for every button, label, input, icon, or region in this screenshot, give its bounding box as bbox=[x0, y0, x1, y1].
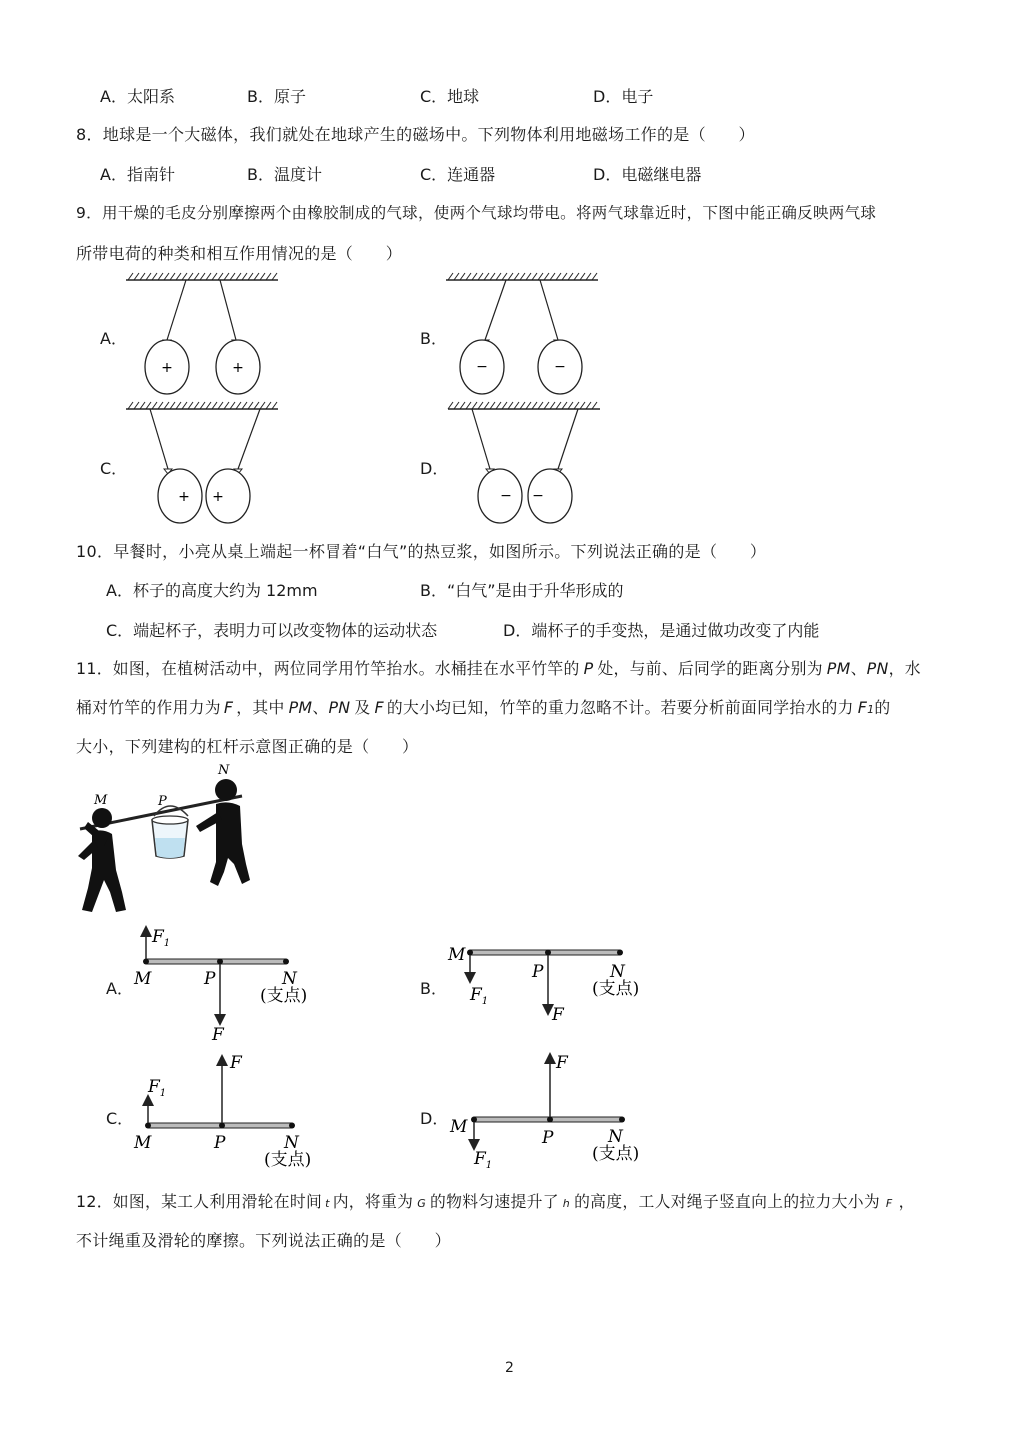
label-n: N bbox=[610, 962, 625, 982]
label-p: P bbox=[204, 969, 216, 989]
hatch-mark bbox=[520, 402, 525, 409]
q9-label-b: B． bbox=[420, 329, 447, 348]
q11-text: 11．如图，在植树活动中，两位同学用竹竿抬水。水桶挂在水平竹竿的 bbox=[76, 659, 580, 678]
q10-option-a: A．杯子的高度大约为 12mm bbox=[106, 581, 318, 600]
q11-lever-c bbox=[130, 1050, 330, 1175]
hatch-mark bbox=[164, 273, 169, 280]
page-number: 2 bbox=[505, 1360, 514, 1376]
point-n bbox=[283, 959, 289, 965]
q11-symbol-pm: PM bbox=[826, 659, 851, 678]
point-n bbox=[617, 950, 623, 956]
charge-sign: + bbox=[232, 360, 244, 376]
q11-stem-line2 bbox=[76, 695, 891, 718]
label-m: M bbox=[94, 793, 108, 808]
hatch-mark bbox=[514, 273, 519, 280]
hatch-mark bbox=[532, 273, 537, 280]
q12-text: 的物料匀速提升了 bbox=[430, 1192, 559, 1211]
hatch-mark bbox=[248, 273, 253, 280]
string-right bbox=[540, 280, 558, 340]
ceiling-hatch bbox=[446, 273, 598, 280]
q11-label-a: A． bbox=[106, 979, 133, 998]
q10-stem: 10．早餐时，小亮从桌上端起一杯冒着“白气”的热豆浆，如图所示。下列说法正确的是（ ） bbox=[76, 542, 767, 561]
hatch-mark bbox=[592, 402, 597, 409]
q9-diagram-c bbox=[120, 397, 290, 527]
hatch-mark bbox=[260, 273, 265, 280]
hatch-mark bbox=[140, 402, 145, 409]
q12-text: 内，将重为 bbox=[332, 1192, 414, 1211]
q11-stem-line1 bbox=[76, 656, 921, 679]
charge-sign: + bbox=[161, 360, 173, 376]
q9-stem-line2: 所带电荷的种类和相互作用情况的是（ ） bbox=[76, 244, 403, 263]
label-m: M bbox=[134, 1133, 152, 1153]
q12-symbol-t: t bbox=[325, 1197, 330, 1210]
hatch-mark bbox=[448, 273, 453, 280]
q11-symbol-pm: PM bbox=[288, 698, 313, 717]
q7-option-b: B．原子 bbox=[247, 87, 306, 106]
hatch-mark bbox=[230, 402, 235, 409]
hatch-mark bbox=[502, 273, 507, 280]
hatch-mark bbox=[544, 273, 549, 280]
q10-option-b: B．“白气”是由于升华形成的 bbox=[420, 581, 624, 600]
q12-stem-line2: 不计绳重及滑轮的摩擦。下列说法正确的是（ ） bbox=[76, 1231, 451, 1250]
q9-diagram-a bbox=[120, 268, 290, 398]
hatch-mark bbox=[224, 273, 229, 280]
label-f1: $F_1$ bbox=[474, 1149, 493, 1171]
hatch-mark bbox=[454, 273, 459, 280]
hatch-mark bbox=[562, 402, 567, 409]
label-m: M bbox=[134, 969, 152, 989]
hatch-mark bbox=[472, 273, 477, 280]
hatch-mark bbox=[478, 402, 483, 409]
ceiling-hatch bbox=[448, 402, 600, 409]
q11-symbol-f1: F bbox=[857, 698, 868, 717]
label-n: N bbox=[282, 969, 297, 989]
q8-stem: 8．地球是一个大磁体，我们就处在地球产生的磁场中。下列物体利用地磁场工作的是（ ） bbox=[76, 125, 755, 144]
hatch-mark bbox=[544, 402, 549, 409]
hatch-mark bbox=[254, 402, 259, 409]
hatch-mark bbox=[146, 273, 151, 280]
charge-sign: + bbox=[212, 489, 224, 505]
hatch-mark bbox=[218, 273, 223, 280]
label-f1: $F_1$ bbox=[152, 927, 171, 949]
charge-sign: − bbox=[554, 359, 566, 375]
charge-sign: − bbox=[500, 488, 512, 504]
q9-diagram-b bbox=[440, 268, 610, 398]
hatch-mark bbox=[556, 402, 561, 409]
label-f: F bbox=[212, 1025, 224, 1045]
q11-symbol-pn: PN bbox=[866, 659, 889, 678]
hatch-mark bbox=[272, 273, 277, 280]
hatch-mark bbox=[272, 402, 277, 409]
q12-symbol-h: h bbox=[562, 1197, 571, 1210]
q12-text: 12．如图，某工人利用滑轮在时间 bbox=[76, 1192, 323, 1211]
person-n bbox=[196, 779, 250, 886]
hatch-mark bbox=[448, 402, 453, 409]
q11-label-c: C． bbox=[106, 1109, 134, 1128]
hatch-mark bbox=[158, 273, 163, 280]
label-m: M bbox=[450, 1117, 468, 1137]
point-p bbox=[219, 1123, 225, 1129]
q8-option-a: A．指南针 bbox=[100, 165, 175, 184]
q11-text: 、 bbox=[312, 698, 329, 717]
hatch-mark bbox=[260, 402, 265, 409]
hatch-mark bbox=[526, 273, 531, 280]
hatch-mark bbox=[490, 273, 495, 280]
string-left bbox=[485, 280, 506, 340]
hatch-mark bbox=[466, 402, 471, 409]
point-m bbox=[143, 959, 149, 965]
q11-text: ，其中 bbox=[236, 698, 285, 717]
hatch-mark bbox=[200, 273, 205, 280]
hatch-mark bbox=[568, 402, 573, 409]
label-n: N bbox=[218, 763, 230, 778]
hatch-mark bbox=[550, 273, 555, 280]
hatch-mark bbox=[158, 402, 163, 409]
q11-lever-d bbox=[446, 1050, 656, 1175]
string-left bbox=[167, 280, 186, 340]
hatch-mark bbox=[236, 402, 241, 409]
q11-label-d: D． bbox=[420, 1109, 449, 1128]
hatch-mark bbox=[586, 273, 591, 280]
q9-diagram-d bbox=[440, 397, 610, 527]
label-pivot: (支点) bbox=[264, 1150, 312, 1170]
q12-text: ， bbox=[898, 1192, 915, 1211]
hatch-mark bbox=[134, 402, 139, 409]
hatch-mark bbox=[152, 273, 157, 280]
hatch-mark bbox=[164, 402, 169, 409]
point-m bbox=[467, 950, 473, 956]
q11-text: 的大小均已知，竹竿的重力忽略不计。若要分析前面同学抬水的力 bbox=[386, 698, 854, 717]
hatch-mark bbox=[248, 402, 253, 409]
q11-text: 及 bbox=[354, 698, 371, 717]
label-pivot: (支点) bbox=[260, 986, 308, 1006]
hatch-mark bbox=[212, 273, 217, 280]
q9-stem-line1: 9．用干燥的毛皮分别摩擦两个由橡胶制成的气球，使两个气球均带电。将两气球靠近时，下图中能正确反映两气球 bbox=[76, 204, 877, 222]
label-p: P bbox=[214, 1133, 226, 1153]
string-right bbox=[220, 280, 236, 340]
hatch-mark bbox=[224, 402, 229, 409]
q12-stem-line1 bbox=[76, 1189, 915, 1212]
hatch-mark bbox=[478, 273, 483, 280]
hatch-mark bbox=[206, 273, 211, 280]
hatch-mark bbox=[574, 402, 579, 409]
q11-symbol-pn: PN bbox=[328, 698, 351, 717]
hatch-mark bbox=[556, 273, 561, 280]
string-left bbox=[472, 409, 490, 469]
point-p bbox=[217, 959, 223, 965]
label-f: F bbox=[552, 1005, 564, 1025]
hatch-mark bbox=[484, 402, 489, 409]
charge-sign: + bbox=[178, 489, 190, 505]
hatch-mark bbox=[188, 273, 193, 280]
hatch-mark bbox=[472, 402, 477, 409]
hatch-mark bbox=[170, 273, 175, 280]
charge-sign: − bbox=[532, 488, 544, 504]
hatch-mark bbox=[194, 273, 199, 280]
label-m: M bbox=[448, 945, 466, 965]
q11-label-b: B． bbox=[420, 979, 447, 998]
q10-option-c: C．端起杯子，表明力可以改变物体的运动状态 bbox=[106, 621, 438, 640]
hatch-mark bbox=[508, 402, 513, 409]
hatch-mark bbox=[182, 273, 187, 280]
label-p: P bbox=[542, 1128, 554, 1148]
label-n: N bbox=[284, 1133, 299, 1153]
hatch-mark bbox=[562, 273, 567, 280]
hatch-mark bbox=[520, 273, 525, 280]
hatch-mark bbox=[176, 273, 181, 280]
hatch-mark bbox=[592, 273, 597, 280]
hatch-mark bbox=[580, 273, 585, 280]
q11-lever-a bbox=[130, 920, 330, 1050]
hatch-mark bbox=[212, 402, 217, 409]
q11-text: 、 bbox=[850, 659, 867, 678]
point-n bbox=[619, 1117, 625, 1123]
q11-symbol-f: F bbox=[374, 698, 384, 717]
hatch-mark bbox=[586, 402, 591, 409]
hatch-mark bbox=[242, 402, 247, 409]
hatch-mark bbox=[496, 402, 501, 409]
label-pivot: (支点) bbox=[592, 1144, 640, 1164]
hatch-mark bbox=[236, 273, 241, 280]
hatch-mark bbox=[194, 402, 199, 409]
hatch-mark bbox=[538, 273, 543, 280]
hatch-mark bbox=[484, 273, 489, 280]
q12-text: 的高度，工人对绳子竖直向上的拉力大小为 bbox=[574, 1192, 880, 1211]
q8-option-d: D．电磁继电器 bbox=[593, 165, 702, 184]
q10-option-d: D．端杯子的手变热，是通过做功改变了内能 bbox=[503, 621, 820, 640]
charge-sign: − bbox=[476, 359, 488, 375]
q11-illustration bbox=[72, 760, 262, 920]
hatch-mark bbox=[146, 402, 151, 409]
point-p bbox=[545, 950, 551, 956]
lever-bar bbox=[146, 959, 286, 964]
q9-label-a: A． bbox=[100, 329, 127, 348]
hatch-mark bbox=[176, 402, 181, 409]
hatch-mark bbox=[230, 273, 235, 280]
ceiling-hatch bbox=[126, 273, 278, 280]
hatch-mark bbox=[514, 402, 519, 409]
q11-text: ，水 bbox=[888, 659, 921, 678]
hatch-mark bbox=[254, 273, 259, 280]
label-f1: $F_1$ bbox=[470, 985, 489, 1007]
hatch-mark bbox=[532, 402, 537, 409]
hatch-mark bbox=[266, 273, 271, 280]
hatch-mark bbox=[134, 273, 139, 280]
q11-symbol-f: F bbox=[223, 698, 234, 717]
hatch-mark bbox=[466, 273, 471, 280]
q7-option-a: A．太阳系 bbox=[100, 87, 175, 106]
label-pivot: (支点) bbox=[592, 979, 640, 999]
hatch-mark bbox=[266, 402, 271, 409]
label-p: P bbox=[532, 962, 544, 982]
hatch-mark bbox=[182, 402, 187, 409]
label-p: P bbox=[158, 794, 167, 809]
hatch-mark bbox=[490, 402, 495, 409]
q12-symbol-g: G bbox=[417, 1197, 427, 1210]
hatch-mark bbox=[170, 402, 175, 409]
hatch-mark bbox=[200, 402, 205, 409]
q11-lever-b bbox=[446, 920, 656, 1030]
hatch-mark bbox=[526, 402, 531, 409]
q8-option-c: C．连通器 bbox=[420, 165, 496, 184]
ceiling-hatch bbox=[126, 402, 278, 409]
hatch-mark bbox=[454, 402, 459, 409]
hatch-mark bbox=[218, 402, 223, 409]
hatch-mark bbox=[568, 273, 573, 280]
hatch-mark bbox=[502, 402, 507, 409]
hatch-mark bbox=[550, 402, 555, 409]
hatch-mark bbox=[460, 273, 465, 280]
hatch-mark bbox=[128, 273, 133, 280]
label-f: F bbox=[556, 1053, 568, 1073]
q11-subscript: 1 bbox=[867, 703, 875, 716]
q12-symbol-f: F bbox=[885, 1197, 893, 1210]
q7-option-c: C．地球 bbox=[420, 87, 480, 106]
q11-text: 桶对竹竿的作用力为 bbox=[76, 698, 221, 717]
q11-symbol-p: P bbox=[583, 659, 594, 678]
person-m bbox=[78, 808, 126, 912]
label-f: F bbox=[230, 1053, 242, 1073]
hatch-mark bbox=[538, 402, 543, 409]
hatch-mark bbox=[206, 402, 211, 409]
q8-option-b: B．温度计 bbox=[247, 165, 322, 184]
string-left bbox=[150, 409, 168, 469]
q11-stem-line3: 大小，下列建构的杠杆示意图正确的是（ ） bbox=[76, 737, 419, 756]
label-f1: $F_1$ bbox=[148, 1077, 167, 1099]
string-right bbox=[238, 409, 260, 469]
hatch-mark bbox=[128, 402, 133, 409]
hatch-mark bbox=[152, 402, 157, 409]
hatch-mark bbox=[574, 273, 579, 280]
q11-text: 的 bbox=[874, 698, 891, 717]
point-n bbox=[289, 1123, 295, 1129]
string-right bbox=[558, 409, 578, 469]
hatch-mark bbox=[188, 402, 193, 409]
hatch-mark bbox=[242, 273, 247, 280]
point-p bbox=[547, 1117, 553, 1123]
hatch-mark bbox=[140, 273, 145, 280]
hatch-mark bbox=[496, 273, 501, 280]
hatch-mark bbox=[580, 402, 585, 409]
q9-label-d: D． bbox=[420, 459, 449, 478]
point-m bbox=[471, 1117, 477, 1123]
label-n: N bbox=[608, 1127, 623, 1147]
q9-label-c: C． bbox=[100, 459, 128, 478]
hatch-mark bbox=[508, 273, 513, 280]
hatch-mark bbox=[460, 402, 465, 409]
q7-option-d: D．电子 bbox=[593, 87, 654, 106]
point-m bbox=[145, 1123, 151, 1129]
q11-text: 处，与前、后同学的距离分别为 bbox=[597, 659, 823, 678]
